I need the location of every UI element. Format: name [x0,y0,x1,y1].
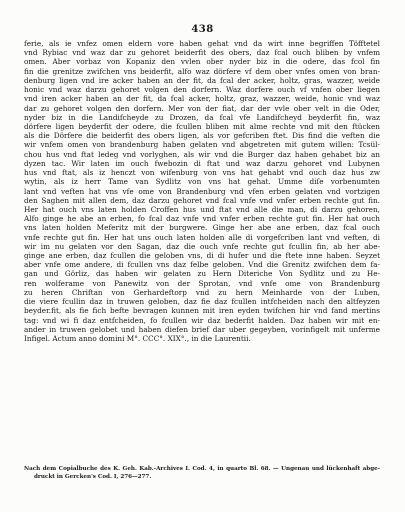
text-line: zu heren Chriftan von Gerhardeftorp vnd zu hern Meinharde von der Luben, [24,287,380,297]
text-line: dörfere ligen beyderfit der odere, die fcullen bliben mit alme rechte vnd mit den ftücken [24,121,380,131]
text-line: nyder biz in die Landifcheyde zu Drozen, da fcal vfe Landifcheyd beyderfit fin, waz [24,112,380,122]
text-line: dar zu gehoret volgen den dorfern. Mer von der fiat, dar der vvle ober velt in die Oder, [24,103,380,113]
text-line: den Saghen mit allen dem, daz darzu gehoret vnd fcal vnfe vnd vnfer erben rechte gut fin. [24,195,380,205]
text-line: wytin, als iz herr Tame van Sydlitz von vns hat gehat. Umme diſe vorbenumten [24,177,380,187]
text-line: dyzen tac. Wir laten im ouch fwebozin di ftat und waz darzu gehoret vnd Lubynen [24,158,380,168]
text-line: gan und Görliz, das haben wir gelaten zu Hern Diteriche Von Sydlitz und zu He- [24,269,380,279]
page-number: 438 [191,24,214,35]
text-line: beyder.fit, als fie fich befte bevragen kunnen mit iren eyden twifchen hir vnd fand mertins [24,306,380,316]
text-line: wir im nu gelaten vor den Sagan, daz die ouch vnfe rechte gut fcullin fin, ab her abe- [24,241,380,251]
text-line: ren wolferame von Panewitz von der Sprotan, vnd vnfe ome von Brandenburg [24,278,380,288]
text-line: tag: vnd wi fi daz entfcheiden, fo fcullen wir daz bederfit halden. Daz haben wir mit en- [24,315,380,325]
text-line: vns laten holden Meferitz mit der burgwere. Ginge her abe ane erben, daz fcal ouch [24,223,380,233]
text-line: ginge ane erben, daz fcullen die geloben vns, di di hufer und die ftete inne haben. Seyzet [24,251,380,261]
text-line: aber vnfe ome andere, di fcullen vns daz felbe geloben. Vnd die Grenitz zwifchen dem fa- [24,260,380,270]
text-line: Her hat ouch vns laten holden Croffen hus und ftat vnd alle die man, di darzu gehoren, [24,204,380,214]
footnote-line: Nach dem Copialbuche des K. Geh. Kab.-Archives I. Cod. 4, in quarto Bl. 68. — Ungenau und lückenhaft abge- [24,466,380,472]
footnote [24,465,380,481]
text-line: hus vnd ftat, als iz henczt von wifenburg von vns hat gehabt vnd ouch daz hus zw [24,168,380,178]
text-line: ferie, als ie vnfez omen eldern vore haben gehat vnd da wirt inne begriffen Töfftetel [24,39,380,48]
text-line: chou hus vnd ftat ledeg vnd vorlyghen, als wir vnd die Burger daz haben gehabet biz an [24,149,380,159]
text-line: omen. Aber vorbaz von Kopaniz den vvlen ober nyder biz in die odere, das fcol fin [24,57,380,67]
text-line: fin die grenitze zwifchen vns beiderfit, alfo waz dörfere vf dem ober vnfes omen von bran- [24,66,380,76]
text-line: Alfo ginge he abe an erben, fo fcal daz vnfe vnd vnfer erben rechte gut fin. Her hat ouch [24,214,380,224]
text-line: vnd Rybiac vnd waz dar zu gehoret beiderfit des obers, daz fcal ouch bliben by vnfem [24,48,380,58]
text-line: vnfe rechte gut fin. Her hat uns ouch laten holden alle di vorgefcriben lant vnd veften, di [24,232,380,242]
text-line: vnd iren acker haben an der fit, da fcal acker, holtz, graz, wazzer, weide, honic vnd waz [24,94,380,104]
text-line: wir vnfem omen von brandenburg haben gelaten vnd abgetreten mit gutem willen: Tcsül- [24,140,380,150]
text-line: Infigel. Actum anno domini M°. CCC°. XIX°., in die Laurentii. [24,334,251,343]
text-line: die viere fcullin daz in truwen geloben, daz fie daz fcullen intfcheiden nach den altfeyzen [24,297,380,307]
text-line: denburg ligen vnd ire acker haben an der fit, da fcal der acker, holtz, gras, wazzer, weide [24,75,380,85]
text-line: honic vnd waz darzu gehoret volgen den dorfern. Waz dorfere ouch vf vnfen ober liegen [24,85,380,95]
footnote-line: druckt in Gercken's Cod. I, 276—277. [34,474,152,480]
text-line: ander in truwen gelobet und haben diefen brief dar uber gegeyben, vorinfigelt mit unferme [24,324,380,334]
text-line: als die Dörfere die beiderfit des obers ligen, als vor gefcriben ftet. Dis find die veften die [24,131,380,141]
charter-text [24,39,380,343]
text-line: lant vnd veften hat vns vfe ome von Brandenburg vnd vfen erben gelaten vnd vortzigen [24,186,380,196]
